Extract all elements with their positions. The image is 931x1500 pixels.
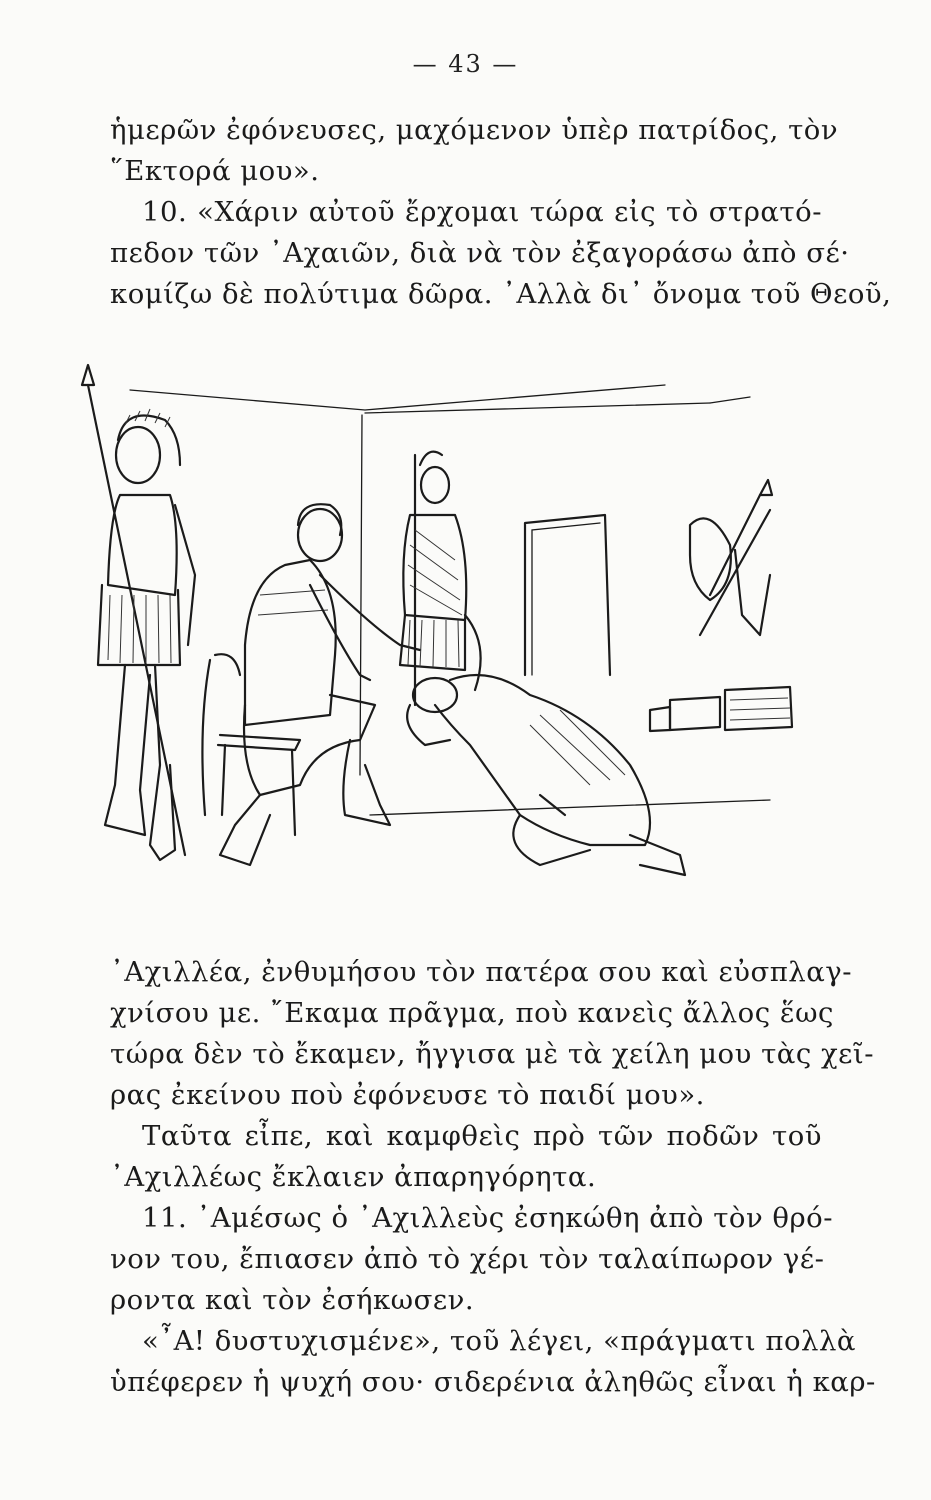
text-block-bottom <box>110 952 876 1403</box>
text-line: κομίζω δὲ πολύτιμα δῶρα. ᾿Αλλὰ δι᾿ ὄνομα τοῦ Θεοῦ, <box>110 278 892 310</box>
text-line: Ταῦτα εἶπε, καὶ καμφθεὶς πρὸ τῶν ποδῶν τοῦ <box>142 1120 822 1152</box>
text-block-top <box>110 110 892 315</box>
illustration-priam-kneeling-before-achilles <box>70 345 830 920</box>
text-line: ρας ἐκείνου ποὺ ἐφόνευσε τὸ παιδί μου». <box>110 1079 705 1111</box>
text-line: ᾿Αχιλλέως ἔκλαιεν ἀπαρηγόρητα. <box>110 1161 597 1193</box>
text-line: 10. «Χάριν αὐτοῦ ἔρχομαι τώρα εἰς τὸ στρατό- <box>142 196 822 228</box>
text-line: τώρα δὲν τὸ ἔκαμεν, ἤγγισα μὲ τὰ χείλη μου τὰς χεῖ- <box>110 1038 874 1070</box>
illustration-drawing <box>70 345 830 920</box>
text-line: ῞Εκτορά μου». <box>110 155 320 187</box>
text-line: ᾿Αχιλλέα, ἐνθυμήσου τὸν πατέρα σου καὶ εὐσπλαγ- <box>110 956 853 988</box>
text-line: νον του, ἔπιασεν ἀπὸ τὸ χέρι τὸν ταλαίπωρον γέ- <box>110 1243 825 1275</box>
text-line: πεδον τῶν ᾿Αχαιῶν, διὰ νὰ τὸν ἐξαγοράσω ἀπὸ σέ· <box>110 237 850 269</box>
text-line: ροντα καὶ τὸν ἐσήκωσεν. <box>110 1284 475 1316</box>
text-line: ἡμερῶν ἐφόνευσες, μαχόμενον ὑπὲρ πατρίδος, τὸν <box>110 114 839 146</box>
text-line: χνίσου με. ῎Εκαμα πρᾶγμα, ποὺ κανεὶς ἄλλος ἕως <box>110 997 834 1029</box>
text-line: «῏Α! δυστυχισμένε», τοῦ λέγει, «πράγματι πολλὰ <box>142 1325 856 1357</box>
text-line: 11. ᾿Αμέσως ὁ ᾿Αχιλλεὺς ἐσηκώθη ἀπὸ τὸν θρό- <box>142 1202 833 1234</box>
text-line: ὑπέφερεν ἡ ψυχή σου· σιδερένια ἀληθῶς εἶναι ἡ καρ- <box>110 1366 876 1398</box>
page-number: — 43 — <box>412 50 519 78</box>
